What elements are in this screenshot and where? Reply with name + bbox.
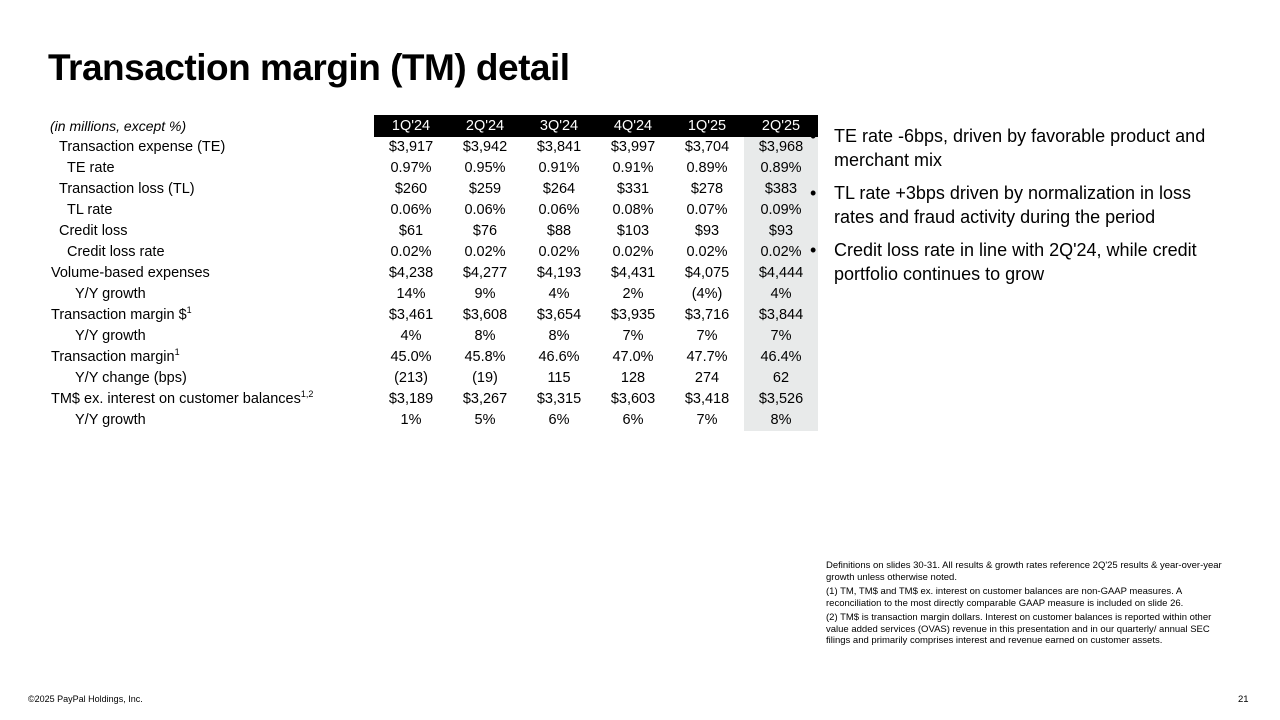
row-label-text: Y/Y growth	[75, 286, 146, 302]
table-cell: 7%	[696, 328, 718, 344]
column-header: 2Q'24	[448, 115, 522, 137]
table-cell: (4%)	[691, 286, 723, 302]
table-cell: $3,968	[744, 137, 818, 158]
row-label-text: Y/Y growth	[75, 412, 146, 428]
copyright-notice: ©2025 PayPal Holdings, Inc.	[28, 694, 143, 704]
table-cell: $4,277	[462, 265, 508, 281]
table-cell: 45.0%	[390, 349, 432, 365]
table-cell: 0.02%	[612, 244, 654, 260]
table-cell: 0.91%	[612, 160, 654, 176]
table-row	[50, 179, 818, 200]
table-cell: $88	[546, 223, 572, 239]
footnote-marker: 1	[186, 305, 192, 316]
row-label	[50, 137, 374, 158]
table-cell: 0.09%	[744, 200, 818, 221]
table-cell: 62	[744, 368, 818, 389]
row-label	[50, 263, 374, 284]
table-cell: $4,431	[610, 265, 656, 281]
table-cell: $103	[616, 223, 650, 239]
table-cell: 46.6%	[538, 349, 580, 365]
table-cell: 0.07%	[686, 202, 728, 218]
table-cell: $61	[398, 223, 424, 239]
table-cell: $3,841	[536, 139, 582, 155]
table-cell: $3,461	[388, 307, 434, 323]
table-row	[50, 326, 818, 347]
bullet-text: TE rate -6bps, driven by favorable product and merchant mix	[834, 126, 1206, 170]
table-cell: $3,418	[684, 391, 730, 407]
bullet-text: Credit loss rate in line with 2Q'24, while credit portfolio continues to grow	[834, 240, 1197, 284]
table-cell: $3,654	[536, 307, 582, 323]
table-cell: 0.91%	[538, 160, 580, 176]
table-row	[50, 389, 818, 410]
table-cell: $3,935	[610, 307, 656, 323]
row-label-text: Transaction margin $	[51, 307, 187, 323]
table-cell: $3,844	[744, 305, 818, 326]
table-cell: $331	[616, 181, 650, 197]
tm-detail-table	[50, 115, 818, 431]
table-cell: 2%	[622, 286, 644, 302]
column-header: 1Q'24	[374, 115, 448, 137]
table-cell: 274	[694, 370, 720, 386]
table-cell: 4%	[400, 328, 422, 344]
table-cell: $3,942	[462, 139, 508, 155]
table-cell: 0.08%	[612, 202, 654, 218]
table-cell: $93	[694, 223, 720, 239]
footnote-2: (2) TM$ is transaction margin dollars. Interest on customer balances is reported within other value added services (OVAS) revenue in this presentation and in our quarterly/ annual SEC filings and primarily comprises interest and revenue earned on customer assets.	[826, 612, 1212, 646]
table-cell: 8%	[548, 328, 570, 344]
table-cell: $383	[744, 179, 818, 200]
table-cell: 5%	[474, 412, 496, 428]
row-label-text: Transaction loss (TL)	[59, 181, 195, 197]
table-cell: $3,917	[388, 139, 434, 155]
table-cell: 0.02%	[744, 242, 818, 263]
table-row	[50, 158, 818, 179]
table-cell: $264	[542, 181, 576, 197]
table-cell: $259	[468, 181, 502, 197]
table-cell: 47.0%	[612, 349, 654, 365]
footnote-marker: 1,2	[300, 389, 314, 400]
table-cell: $3,267	[462, 391, 508, 407]
table-cell: 128	[620, 370, 646, 386]
row-label	[50, 410, 374, 431]
footnote-definitions: Definitions on slides 30-31. All results & growth rates reference 2Q'25 results & year-over-year growth unless otherwise noted.	[826, 560, 1222, 583]
row-label	[50, 347, 374, 368]
table-cell: 7%	[696, 412, 718, 428]
table-cell: 47.7%	[686, 349, 728, 365]
table-cell: 0.06%	[390, 202, 432, 218]
table-cell: 0.02%	[464, 244, 506, 260]
column-header: 1Q'25	[670, 115, 744, 137]
row-label	[50, 389, 374, 410]
table-row	[50, 221, 818, 242]
row-label	[50, 179, 374, 200]
list-item	[810, 181, 1230, 229]
table-cell: $4,193	[536, 265, 582, 281]
table-row	[50, 263, 818, 284]
table-cell: 0.06%	[538, 202, 580, 218]
table-cell: $3,704	[684, 139, 730, 155]
table-header-row	[50, 115, 818, 137]
footnote-1: (1) TM, TM$ and TM$ ex. interest on customer balances are non-GAAP measures. A reconciliation to the most directly comparable GAAP measure is included on slide 26.	[826, 586, 1184, 609]
table-cell: $3,526	[744, 389, 818, 410]
table-cell: 9%	[474, 286, 496, 302]
table-cell: 6%	[622, 412, 644, 428]
column-header: 4Q'24	[596, 115, 670, 137]
table-cell: 115	[547, 370, 571, 386]
table-cell: 4%	[744, 284, 818, 305]
table-cell: $76	[472, 223, 498, 239]
table-cell: $4,238	[388, 265, 434, 281]
list-item	[810, 124, 1230, 172]
table-cell: 14%	[396, 286, 426, 302]
table-cell: $4,444	[744, 263, 818, 284]
table-cell: 0.02%	[538, 244, 580, 260]
table-cell: 0.89%	[744, 158, 818, 179]
table-cell: (213)	[394, 370, 428, 386]
table-row	[50, 137, 818, 158]
table-row	[50, 305, 818, 326]
column-header: 3Q'24	[522, 115, 596, 137]
row-label-text: Credit loss rate	[67, 244, 165, 260]
bullet-icon: •	[810, 126, 817, 146]
row-label	[50, 221, 374, 242]
bullet-text: TL rate +3bps driven by normalization in loss rates and fraud activity during the period	[834, 183, 1192, 227]
row-label-text: Transaction margin	[51, 349, 175, 365]
table-cell: 7%	[622, 328, 644, 344]
list-item	[810, 238, 1230, 286]
table-cell: $3,315	[536, 391, 582, 407]
row-label-text: Credit loss	[59, 223, 128, 239]
table-cell: 0.06%	[464, 202, 506, 218]
row-label-text: TE rate	[67, 160, 115, 176]
table-cell: (19)	[472, 370, 498, 386]
table-cell: 0.95%	[464, 160, 506, 176]
table-row	[50, 200, 818, 221]
table-cell: 46.4%	[744, 347, 818, 368]
table-cell: $3,997	[610, 139, 656, 155]
table-cell: $3,608	[462, 307, 508, 323]
page-number: 21	[1238, 694, 1249, 705]
bullet-icon: •	[810, 183, 817, 203]
table-cell: $260	[394, 181, 428, 197]
table-cell: 0.02%	[686, 244, 728, 260]
row-label-text: TM$ ex. interest on customer balances	[51, 391, 301, 407]
table-cell: $3,603	[610, 391, 656, 407]
footnotes	[826, 560, 1236, 650]
page-title: Transaction margin (TM) detail	[48, 47, 570, 88]
row-label	[50, 284, 374, 305]
row-label-text: Transaction expense (TE)	[59, 139, 226, 155]
row-label-text: TL rate	[67, 202, 113, 218]
table-cell: 6%	[548, 412, 570, 428]
table-cell: 7%	[744, 326, 818, 347]
table-cell: 8%	[474, 328, 496, 344]
table-row	[50, 368, 818, 389]
table-units-caption: (in millions, except %)	[50, 117, 187, 134]
table-cell: 0.02%	[390, 244, 432, 260]
row-label	[50, 242, 374, 263]
table-cell: 45.8%	[464, 349, 506, 365]
table-row	[50, 410, 818, 431]
row-label	[50, 305, 374, 326]
table-cell: $93	[744, 221, 818, 242]
footnote-marker: 1	[174, 347, 180, 358]
table-cell: $4,075	[684, 265, 730, 281]
table-cell: 4%	[548, 286, 570, 302]
row-label	[50, 368, 374, 389]
table-row	[50, 347, 818, 368]
table-cell: $278	[690, 181, 724, 197]
table-cell: 0.97%	[390, 160, 432, 176]
table-cell: $3,189	[388, 391, 434, 407]
row-label-text: Volume-based expenses	[51, 265, 210, 281]
table-cell: 0.89%	[686, 160, 728, 176]
table-row	[50, 284, 818, 305]
column-header: 2Q'25	[744, 115, 818, 137]
table-cell: $3,716	[684, 307, 730, 323]
bullet-icon: •	[810, 240, 817, 260]
table-row	[50, 242, 818, 263]
row-label	[50, 158, 374, 179]
table-cell: 1%	[400, 412, 422, 428]
row-label-text: Y/Y growth	[75, 328, 146, 344]
row-label-text: Y/Y change (bps)	[75, 370, 187, 386]
row-label	[50, 326, 374, 347]
table-cell: 8%	[744, 410, 818, 431]
key-takeaways-list	[810, 124, 1230, 295]
row-label	[50, 200, 374, 221]
